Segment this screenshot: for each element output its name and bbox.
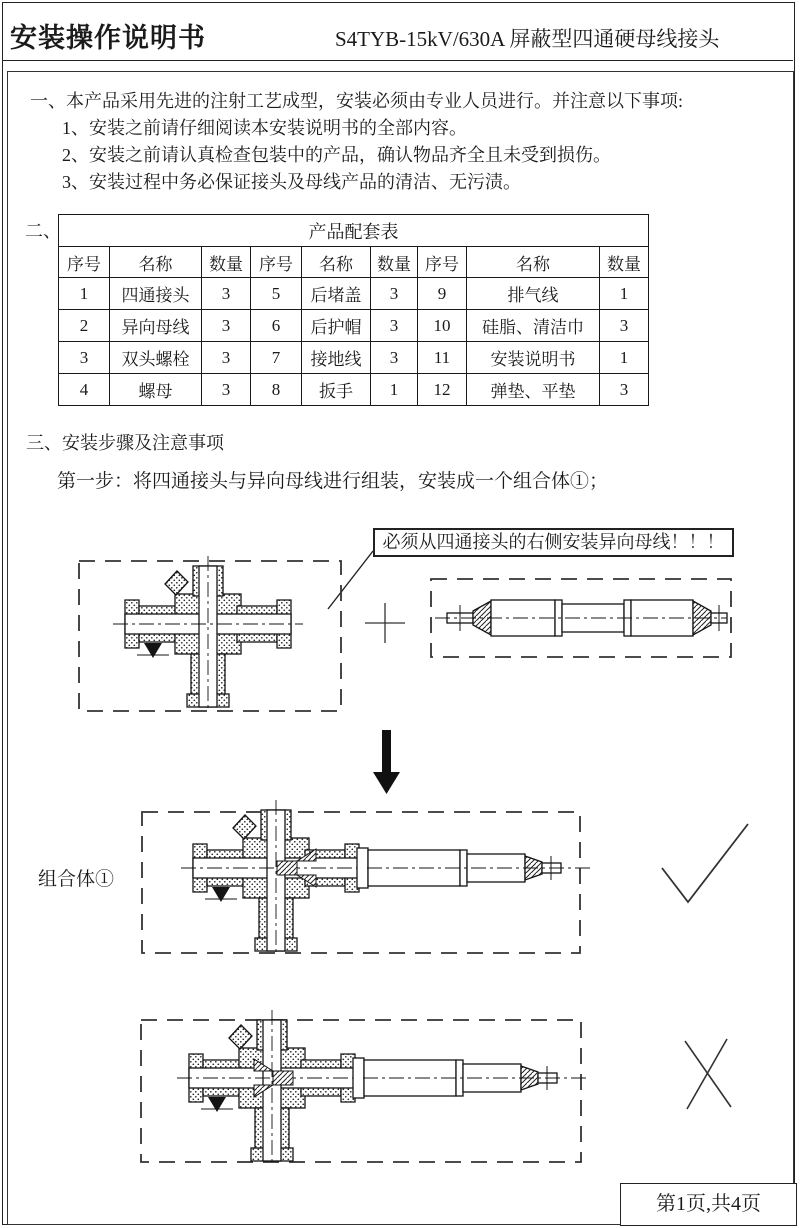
table-header-row [59,247,649,278]
section3-label: 三、 [26,433,62,453]
cell: 1 [59,278,110,310]
figure-assembly-wrong [137,1014,587,1166]
section3-heading [26,429,224,455]
cell: 8 [251,374,302,406]
header [2,2,793,61]
cell: 安装说明书 [467,342,600,374]
cell: 后堵盖 [302,278,371,310]
cell: 2 [59,310,110,342]
cell: 螺母 [110,374,202,406]
cell: 11 [418,342,467,374]
page-number-box: 第1页,共4页 [620,1183,797,1226]
cell: 接地线 [302,342,371,374]
cell: 扳手 [302,374,371,406]
figure-four-way-connector [75,558,347,716]
col-header: 名称 [110,247,202,278]
cell: 10 [418,310,467,342]
cell: 3 [371,310,418,342]
doc-title: 安装操作说明书 [10,23,206,53]
cell: 硅脂、清洁巾 [467,310,600,342]
check-mark-icon [654,818,754,906]
cell: 5 [251,278,302,310]
cell: 3 [202,278,251,310]
cell: 7 [251,342,302,374]
cell: 1 [371,374,418,406]
cell: 1 [600,278,649,310]
table-title-row [59,215,649,247]
col-header: 名称 [467,247,600,278]
col-header: 序号 [251,247,302,278]
plus-sign [362,600,408,646]
cross-mark-icon [680,1034,736,1112]
cell: 3 [600,310,649,342]
col-header: 名称 [302,247,371,278]
cell: 3 [202,374,251,406]
cell: 弹垫、平垫 [467,374,600,406]
cell: 四通接头 [110,278,202,310]
col-header: 数量 [371,247,418,278]
table-row [59,310,649,342]
warning-callout: 必须从四通接头的右侧安装异向母线！！！ [373,528,734,557]
parts-table [58,214,649,406]
figure-busbar [428,576,736,662]
col-header: 数量 [600,247,649,278]
section1-label: 一、 [30,91,66,111]
table-row [59,374,649,406]
section3-title: 安装步骤及注意事项 [62,433,224,453]
cell: 3 [371,342,418,374]
table-row [59,342,649,374]
col-header: 数量 [202,247,251,278]
down-arrow-icon [366,726,406,800]
col-header: 序号 [418,247,467,278]
cell: 3 [371,278,418,310]
cell: 12 [418,374,467,406]
assembly-label: 组合体① [38,869,115,890]
table-row [59,278,649,310]
note-item: 1、安装之前请仔细阅读本安装说明书的全部内容。 [62,118,467,138]
section-notes-intro [30,88,775,115]
cell: 3 [59,342,110,374]
step1-text: 第一步：将四通接头与异向母线进行组装，安装成一个组合体①； [57,471,609,492]
cell: 排气线 [467,278,600,310]
cell: 3 [202,342,251,374]
section1-intro: 本产品采用先进的注射工艺成型，安装必须由专业人员进行。并注意以下事项: [66,91,683,111]
note-item: 3、安装过程中务必保证接头及母线产品的清洁、无污渍。 [62,172,521,192]
cell: 异向母线 [110,310,202,342]
cell: 3 [600,374,649,406]
cell: 1 [600,342,649,374]
section2-label: 二、 [25,221,61,241]
cell: 双头螺栓 [110,342,202,374]
table-title: 产品配套表 [59,215,649,247]
section-notes [30,88,775,196]
cell: 4 [59,374,110,406]
cell: 后护帽 [302,310,371,342]
cell: 9 [418,278,467,310]
cell: 6 [251,310,302,342]
col-header: 序号 [59,247,110,278]
cell: 3 [202,310,251,342]
figure-assembly-correct [139,808,585,956]
product-title: S4TYB-15kV/630A 屏蔽型四通硬母线接头 [335,27,720,51]
note-item: 2、安装之前请认真检查包装中的产品，确认物品齐全且未受到损伤。 [62,145,611,165]
